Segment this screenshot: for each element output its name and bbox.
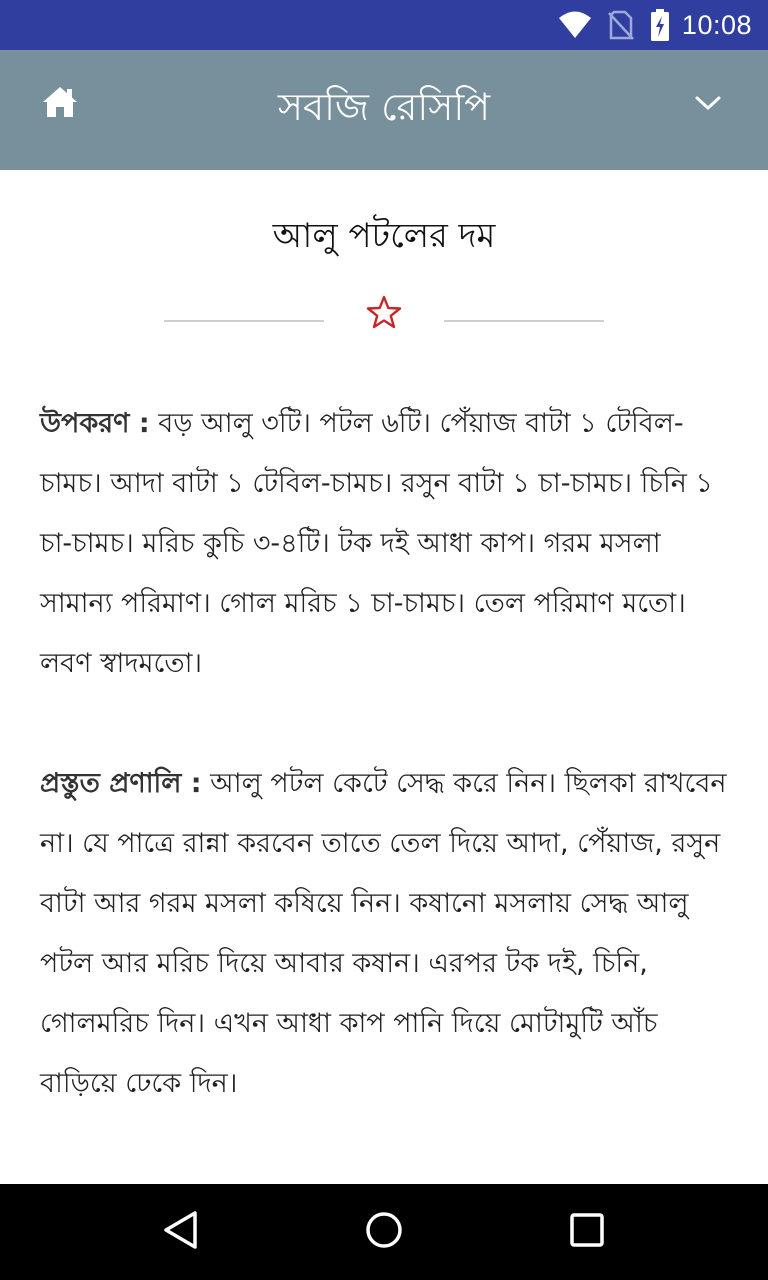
home-icon (41, 85, 79, 123)
no-sim-icon (608, 10, 634, 40)
method-label: প্রস্তুত প্রণালি : (40, 768, 202, 799)
recipe-title: আলু পটলের দম (272, 216, 496, 256)
chevron-down-icon (695, 95, 721, 115)
ingredients-label: উপকরণ : (40, 408, 150, 439)
battery-charging-icon (650, 9, 670, 41)
home-button[interactable] (40, 86, 80, 122)
favorite-button[interactable] (364, 294, 404, 334)
star-outline-icon (366, 295, 402, 333)
divider-right (444, 320, 604, 322)
status-time: 10:08 (681, 9, 752, 40)
home-nav-button[interactable] (354, 1202, 414, 1262)
divider-left (164, 320, 324, 322)
back-icon (161, 1209, 201, 1255)
home-circle-icon (364, 1210, 404, 1254)
app-title: সবজি রেসিপি (277, 85, 491, 129)
ingredients-text: বড় আলু ৩টি। পটল ৬টি। পেঁয়াজ বাটা ১ টেবিল-চামচ। আদা বাটা ১ টেবিল-চামচ। রসুন বাটা ১ চা-চামচ। চিনি ১ চা-চামচ। মরিচ কুচি ৩-৪টি। টক দই আধা কাপ। গরম মসলা সামান্য পরিমাণ। গোল মরিচ ১ চা-চামচ। তেল পরিমাণ মতো। লবণ স্বাদমতো। (40, 408, 713, 679)
navigation-bar (0, 1184, 768, 1280)
recipe-content[interactable] (0, 170, 768, 1184)
method-text: আলু পটল কেটে সেদ্ধ করে নিন। ছিলকা রাখবেন না। যে পাত্রে রান্না করবেন তাতে তেল দিয়ে আদা, পেঁয়াজ, রসুন বাটা আর গরম মসলা কষিয়ে নিন। কষানো মসলায় সেদ্ধ আলু পটল আর মরিচ দিয়ে আবার কষান। এরপর টক দই, চিনি, গোলমরিচ দিন। এখন আধা কাপ পানি দিয়ে মোটামুটি আঁচ বাড়িয়ে ঢেকে দিন। (40, 768, 727, 1099)
recents-icon (569, 1212, 605, 1252)
back-button[interactable] (151, 1202, 211, 1262)
app-bar (0, 50, 768, 170)
method-paragraph (40, 754, 730, 1114)
recents-button[interactable] (557, 1202, 617, 1262)
ingredients-paragraph (40, 394, 730, 694)
menu-dropdown-button[interactable] (688, 90, 728, 120)
wifi-icon (558, 11, 592, 39)
status-bar (0, 0, 768, 50)
